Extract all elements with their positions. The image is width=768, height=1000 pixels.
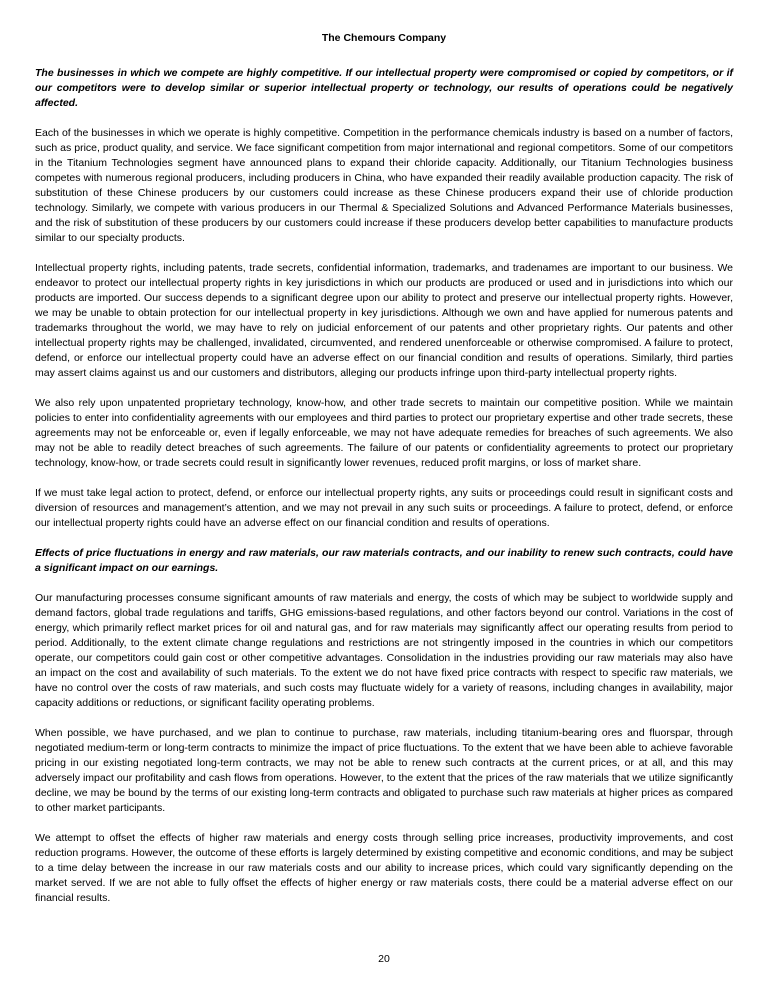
risk-heading-price-fluctuations: Effects of price fluctuations in energy and raw materials, our raw materials contracts, and our inability to renew such contracts, could have a significant impact on our earnings. (35, 547, 733, 574)
document-title: The Chemours Company (321, 32, 447, 44)
paragraph-ip-rights: Intellectual property rights, including patents, trade secrets, confidential information, trademarks, and tradenames are important to our business. We endeavor to protect our intellectual property rights in key jurisdictions in which our products are produced or used and in jurisdictions into which our products are imported. Our success depends to a significant degree upon our ability to protect and preserve our intellectual property rights. However, we may be unable to obtain protection for our intellectual property in key jurisdictions. Although we own and have applied for numerous patents and trademarks throughout the world, we may have to rely on judicial enforcement of our patents and other proprietary rights. Our patents and other intellectual property rights may be challenged, invalidated, circumvented, and rendered unenforceable or otherwise compromised. A failure to protect, defend, or enforce our intellectual property could have an adverse effect on our financial condition and results of operations. Similarly, third parties may assert claims against us and our customers and distributors, alleging our products infringe upon third-party intellectual property rights. (35, 262, 733, 379)
paragraph-raw-material-contracts: When possible, we have purchased, and we plan to continue to purchase, raw materials, including titanium-bearing ores and fluorspar, through negotiated medium-term or long-term contracts to minimize the impact of price fluctuations. To the extent that we have been able to achieve favorable pricing in our existing negotiated long-term contracts, we may not be able to renew such contracts at the current prices, or at all, and this may adversely impact our profitability and cash flows from operations. However, to the extent that the prices of the raw materials that we utilize significantly decline, we may be bound by the terms of our existing long-term contracts and obligated to purchase such raw materials at higher prices as compared to other market participants. (35, 727, 733, 814)
paragraph-cost-offset: We attempt to offset the effects of higher raw materials and energy costs through selling price increases, productivity improvements, and cost reduction programs. However, the outcome of these efforts is largely determined by existing competitive and economic conditions, and may be subject to a time delay between the increase in our raw materials costs and our ability to increase prices, which could vary significantly depending on the market served. If we are not able to fully offset the effects of higher energy or raw materials costs, there could be a material adverse effect on our financial results. (35, 832, 733, 904)
paragraph-competition: Each of the businesses in which we operate is highly competitive. Competition in the performance chemicals industry is based on a number of factors, such as price, product quality, and service. We face significant competition from major international and regional competitors. Some of our competitors in the Titanium Technologies segment have announced plans to expand their chloride capacity. Additionally, our Titanium Technologies business competes with numerous regional producers, including producers in China, who have expanded their readily available production capacity. The risk of substitution of these Chinese producers by our customers could increase as these Chinese producers expand their use of chloride production technology. Similarly, we compete with various producers in our Thermal & Specialized Solutions and Advanced Performance Materials businesses, and the risk of substitution of these producers by our customers could increase if these producers develop better capabilities to manufacture products similar to our specialty products. (35, 127, 733, 244)
paragraph-legal-action: If we must take legal action to protect, defend, or enforce our intellectual property rights, any suits or proceedings could result in significant costs and diversion of resources and management’s attention, and we may not prevail in any such suits or proceedings. A failure to protect, defend, or enforce our intellectual property rights could have an adverse effect on our financial condition and results of operations. (35, 487, 733, 529)
page-number: 20 (378, 953, 390, 965)
risk-heading-intellectual-property: The businesses in which we compete are highly competitive. If our intellectual property were compromised or copied by competitors, or if our competitors were to develop similar or superior intellectual property or technology, our results of operations could be negatively affected. (35, 67, 733, 109)
paragraph-trade-secrets: We also rely upon unpatented proprietary technology, know-how, and other trade secrets to maintain our competitive position. While we maintain policies to enter into confidentiality agreements with our employees and third parties to protect our proprietary expertise and other trade secrets, these agreements may not be enforceable or, even if legally enforceable, we may not have adequate remedies for breaches of such agreements. We also may not be able to readily detect breaches of such agreements. The failure of our patents or confidentiality agreements to protect our proprietary technology, know-how, or trade secrets could result in significantly lower revenues, reduced profit margins, or loss of market share. (35, 397, 733, 469)
paragraph-manufacturing-costs: Our manufacturing processes consume significant amounts of raw materials and energy, the costs of which may be subject to worldwide supply and demand factors, global trade regulations and tariffs, GHG emissions-based regulations, and other factors beyond our control. Variations in the cost of energy, which primarily reflect market prices for oil and natural gas, and for raw materials may significantly affect our operating results from period to period. Additionally, to the extent climate change regulations and restrictions are not stringently imposed in the countries in which our competitors operate, our competitors could gain cost or other competitive advantages. Consolidation in the industries providing our raw materials may also have an impact on the cost and availability of such materials. To the extent we do not have fixed price contracts with respect to specific raw materials, we have no control over the costs of raw materials, and such costs may fluctuate widely for a variety of reasons, including changes in availability, major capacity additions or reductions, or significant facility operating problems. (35, 592, 733, 709)
